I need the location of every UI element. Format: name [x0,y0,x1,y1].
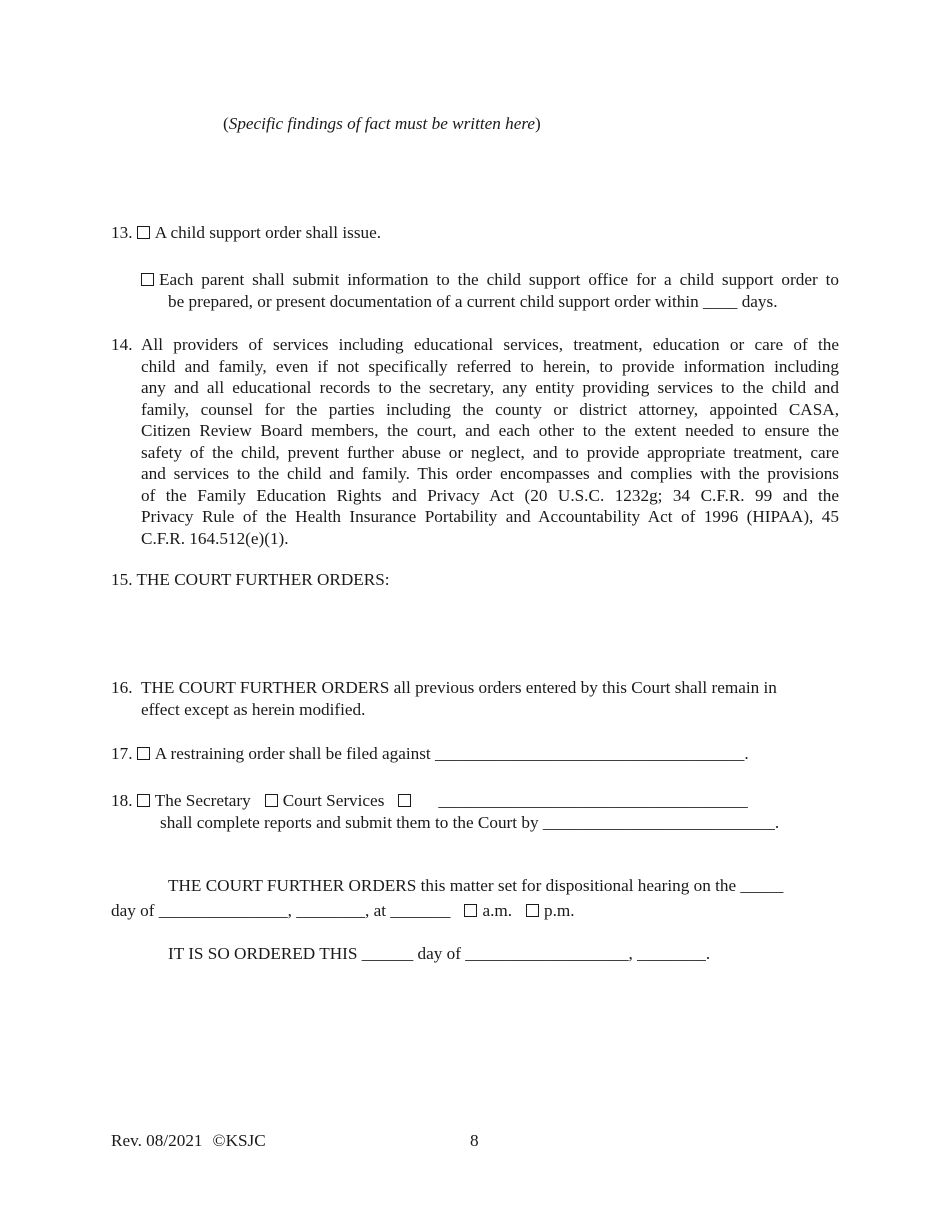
pm-checkbox[interactable] [526,904,539,917]
footer-copyright: ©KSJC [212,1131,266,1150]
am-label: a.m. [482,901,513,920]
item-14-line: All providers of services including educational services, treatment, education or care of the [141,335,839,354]
item-15: 15. THE COURT FURTHER ORDERS: [111,570,390,589]
item-13-text: A child support order shall issue. [154,223,382,242]
item-18-other-checkbox[interactable] [398,794,411,807]
item-14-line: family, counsel for the parties including the county or district attorney, appointed CASA, [141,399,839,419]
item-13-sub-line1: Each parent shall submit information to the child support office for a child support order to [141,269,839,291]
item-17-checkbox[interactable] [137,747,150,760]
page-number: 8 [470,1131,479,1150]
pm-label: p.m. [544,901,575,920]
item-14-line: of the Family Education Rights and Privacy Act (20 U.S.C. 1232g; 34 C.F.R. 99 and the [141,485,839,505]
item-14-line: any and all educational records to the secretary, any entity providing services to the child and [141,378,839,397]
item-13-sub-checkbox[interactable] [141,273,154,286]
item-14-line: and services to the child and family. This order encompasses and complies with the provisions [141,464,839,483]
so-ordered-line: IT IS SO ORDERED THIS ______ day of ___________________, ________. [168,944,711,963]
item-13-sub-line2: be prepared, or present documentation of a current child support order within ____ days. [168,292,778,311]
item-15-text: THE COURT FURTHER ORDERS: [136,570,390,589]
item-18-court-services-label: Court Services [282,791,385,810]
item-18-secretary-checkbox[interactable] [137,794,150,807]
footer-rev: Rev. 08/2021 [111,1131,203,1150]
item-18-other-blank[interactable]: ____________________________________ [438,791,748,810]
item-13-checkbox[interactable] [137,226,150,239]
item-17-text: A restraining order shall be filed against ____________________________________. [154,744,749,763]
item-16-line2: effect except as herein modified. [141,699,366,719]
item-14-line: C.F.R. 164.512(e)(1). [141,528,289,548]
item-16-line1: THE COURT FURTHER ORDERS all previous orders entered by this Court shall remain in [141,678,777,697]
item-14-line: Privacy Rule of the Health Insurance Portability and Accountability Act of 1996 (HIPAA), 45 [141,507,839,526]
item-14-line: safety of the child, prevent further abuse or neglect, and to provide appropriate treatment, care [141,442,839,462]
item-14-number: 14. [111,335,133,354]
footer-revision [111,1130,266,1152]
item-13 [111,222,381,244]
am-checkbox[interactable] [464,904,477,917]
hearing-line1: THE COURT FURTHER ORDERS this matter set for dispositional hearing on the _____ [168,876,784,895]
item-14-line: Citizen Review Board members, the court, and each other to the extent needed to ensure the [141,421,839,440]
item-13-number: 13. [111,223,133,242]
item-16-number: 16. [111,678,133,697]
item-18-line2: shall complete reports and submit them to the Court by ___________________________. [160,813,780,832]
item-14-line: child and family, even if not specifically referred to herein, to provide information including [141,356,839,376]
findings-instruction: (Specific findings of fact must be written here) [223,114,541,133]
item-18-secretary-label: The Secretary [154,791,251,810]
item-17: 17. A restraining order shall be filed against ____________________________________. [111,744,749,763]
item-18-court-services-checkbox[interactable] [265,794,278,807]
item-18: 18. The Secretary Court Services ____________________________________ [111,791,748,810]
hearing-line2: day of _______________, ________, at _______ a.m. p.m. [111,901,575,920]
